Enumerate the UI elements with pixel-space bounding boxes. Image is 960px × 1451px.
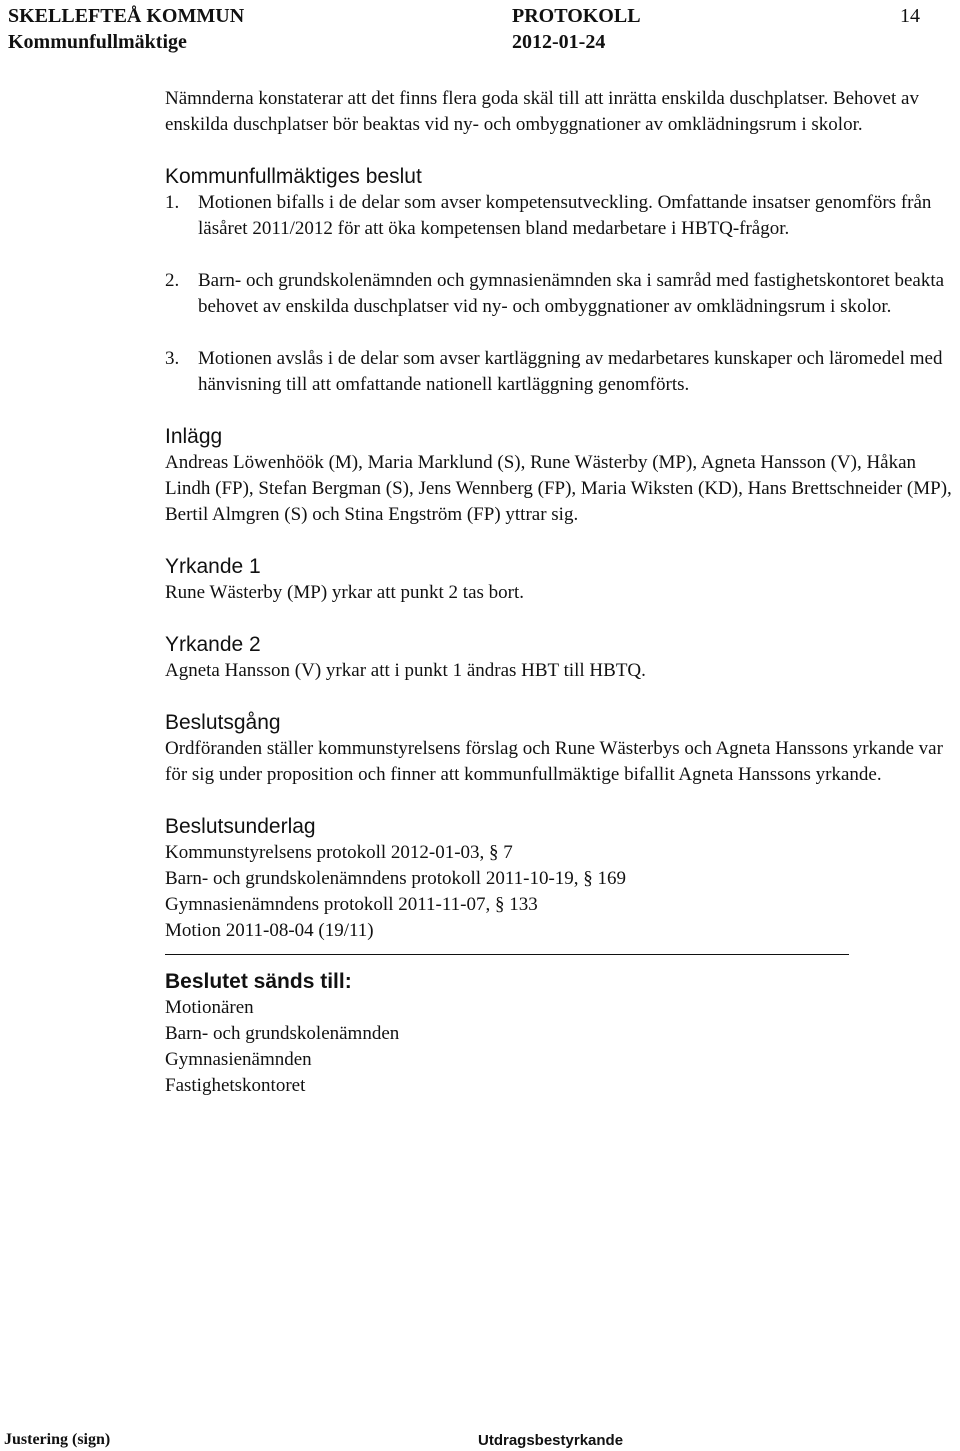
yrkande1-heading: Yrkande 1: [165, 555, 261, 578]
intro-paragraph: Nämnderna konstaterar att det finns flera goda skäl till att inrätta enskilda duschplatser. Behovet av enskilda duschplatser bör beaktas vid ny- och ombyggnationer av omklädningsrum i skolor.: [165, 88, 919, 135]
page-number: 14: [900, 5, 920, 27]
header-date: 2012-01-24: [512, 31, 606, 53]
beslut-heading: Kommunfullmäktiges beslut: [165, 165, 422, 188]
yrkande2-heading: Yrkande 2: [165, 633, 261, 656]
inlagg-section: [165, 424, 955, 528]
header-body: Kommunfullmäktige: [8, 31, 187, 53]
header-org: SKELLEFTEÅ KOMMUN: [8, 5, 245, 27]
yrkande2-section: [165, 632, 955, 684]
beslut-item-1: [165, 190, 955, 242]
beslutsunderlag-heading: Beslutsunderlag: [165, 815, 316, 838]
underlag-line: Motion 2011-08-04 (19/11): [165, 920, 374, 941]
inlagg-heading: Inlägg: [165, 425, 223, 448]
document-body: [165, 86, 955, 1099]
inlagg-text: Andreas Löwenhöök (M), Maria Marklund (S), Rune Wästerby (MP), Agneta Hansson (V), Håkan Lindh (FP), Stefan Bergman (S), Jens Wennberg (FP), Maria Wiksten (KD), Hans Brettschneider (MP), Bertil Almgren (S) och Stina Engström (FP) yttrar sig.: [165, 452, 952, 525]
divider-line: [165, 954, 849, 955]
beslutsgang-text: Ordföranden ställer kommunstyrelsens förslag och Rune Wästerbys och Agneta Hanssons yrkande var för sig under proposition och finner att kommunfullmäktige bifallit Agneta Hanssons yrkande.: [165, 738, 943, 785]
beslut-item-2: [165, 268, 955, 320]
recipient-line: Barn- och grundskolenämnden: [165, 1023, 400, 1044]
item-text: Barn- och grundskolenämnden och gymnasienämnden ska i samråd med fastighetskontoret beakta behovet av enskilda duschplatser vid ny- och ombyggnationer av omklädningsrum i skolor.: [198, 270, 945, 317]
beslutsgang-heading: Beslutsgång: [165, 711, 281, 734]
item-number: 2.: [165, 270, 180, 291]
beslutsgang-section: [165, 710, 955, 788]
sands-till-section: [165, 969, 955, 1099]
footer-justering: Justering (sign): [4, 1431, 111, 1448]
header-doc-type: PROTOKOLL: [512, 5, 641, 27]
sands-till-heading: Beslutet sänds till:: [165, 970, 352, 993]
item-number: 1.: [165, 192, 180, 213]
item-text: Motionen avslås i de delar som avser kartläggning av medarbetares kunskaper och läromedel med hänvisning till att omfattande nationell kartläggning genomförts.: [198, 348, 943, 395]
underlag-line: Barn- och grundskolenämndens protokoll 2011-10-19, § 169: [165, 868, 627, 889]
item-number: 3.: [165, 348, 180, 369]
beslut-item-3: [165, 346, 955, 398]
item-text: Motionen bifalls i de delar som avser kompetensutveckling. Omfattande insatser genomförs från läsåret 2011/2012 för att öka kompetensen bland medarbetare i HBTQ-frågor.: [198, 192, 932, 239]
recipient-line: Gymnasienämnden: [165, 1049, 312, 1070]
yrkande1-text: Rune Wästerby (MP) yrkar att punkt 2 tas bort.: [165, 582, 524, 603]
yrkande1-section: [165, 554, 955, 606]
yrkande2-text: Agneta Hansson (V) yrkar att i punkt 1 ändras HBT till HBTQ.: [165, 660, 646, 681]
footer-utdrag: Utdragsbestyrkande: [478, 1432, 624, 1449]
recipient-line: Fastighetskontoret: [165, 1075, 306, 1096]
underlag-line: Kommunstyrelsens protokoll 2012-01-03, § 7: [165, 842, 513, 863]
recipient-line: Motionären: [165, 997, 254, 1018]
beslut-section: [165, 164, 955, 398]
underlag-line: Gymnasienämndens protokoll 2011-11-07, § 133: [165, 894, 538, 915]
beslutsunderlag-section: [165, 814, 955, 944]
